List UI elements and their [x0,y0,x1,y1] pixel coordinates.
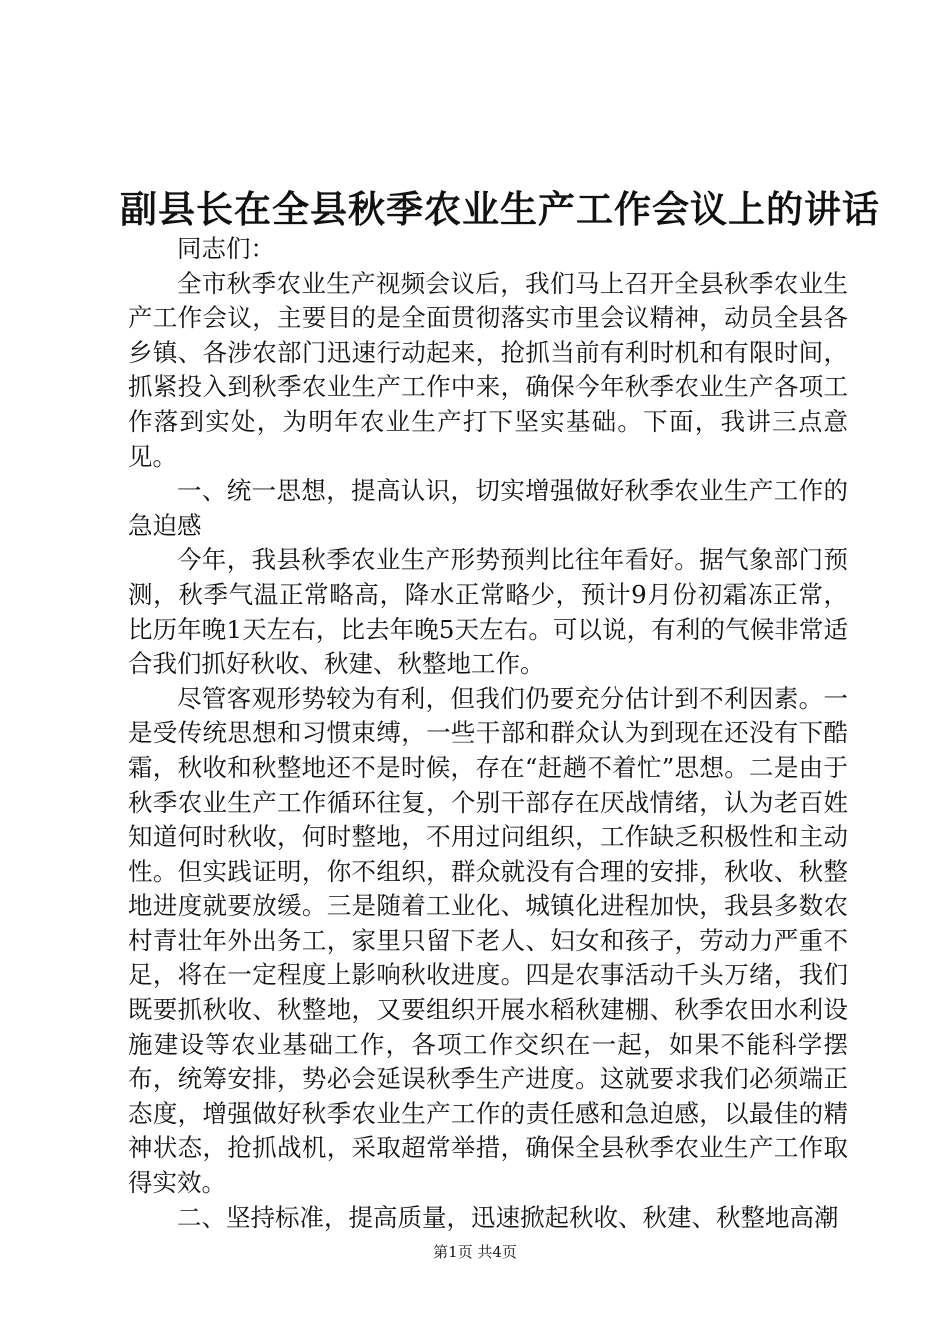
body-paragraph: 尽管客观形势较为有利，但我们仍要充分估计到不利因素。一是受传统思想和习惯束缚，一些干部和群众认为到现在还没有下酷霜，秋收和秋整地还不是时候，存在“赶趟不着忙”思想。二是由于秋季农业生产工作循环往复，个别干部存在厌战情绪，认为老百姓知道何时秋收，何时整地，不用过问组织，工作缺乏积极性和主动性。但实践证明，你不组织，群众就没有合理的安排，秋收、秋整地进度就要放缓。三是随着工业化、城镇化进程加快，我县多数农村青壮年外出务工，家里只留下老人、妇女和孩子，劳动力严重不足，将在一定程度上影响秋收进度。四是农事活动千头万绪，我们既要抓秋收、秋整地，又要组织开展水稻秋建棚、秋季农田水利设施建设等农业基础工作，各项工作交织在一起，如果不能科学摆布，统筹安排，势必会延误秋季生产进度。这就要求我们必须端正态度，增强做好秋季农业生产工作的责任感和急迫感，以最佳的精神状态，抢抓战机，采取超常举措，确保全县秋季农业生产工作取得实效。 [128,683,848,1198]
section-heading-2: 二、坚持标准，提高质量，迅速掀起秋收、秋建、秋整地高潮 [177,1202,839,1232]
body-paragraph: 今年，我县秋季农业生产形势预判比往年看好。据气象部门预测，秋季气温正常略高，降水正常略少，预计9月份初霜冻正常，比历年晚1天左右，比去年晚5天左右。可以说，有利的气候非常适合我们抓好秋收、秋建、秋整地工作。 [128,545,848,679]
document-title: 副县长在全县秋季农业生产工作会议上的讲话 [120,187,880,231]
section-heading-1: 一、统一思想，提高认识，切实增强做好秋季农业生产工作的急迫感 [128,476,848,540]
salutation-paragraph: 同志们： [177,234,275,263]
document-body [128,232,848,1235]
intro-paragraph: 全市秋季农业生产视频会议后，我们马上召开全县秋季农业生产工作会议，主要目的是全面贯彻落实市里会议精神，动员全县各乡镇、各涉农部门迅速行动起来，抢抓当前有利时机和有限时间，抓紧投入到秋季农业生产工作中来，确保今年秋季农业生产各项工作落到实处，为明年农业生产打下坚实基础。下面，我讲三点意见。 [128,268,848,471]
page-number-footer: 第1页 共4页 [433,1243,517,1261]
